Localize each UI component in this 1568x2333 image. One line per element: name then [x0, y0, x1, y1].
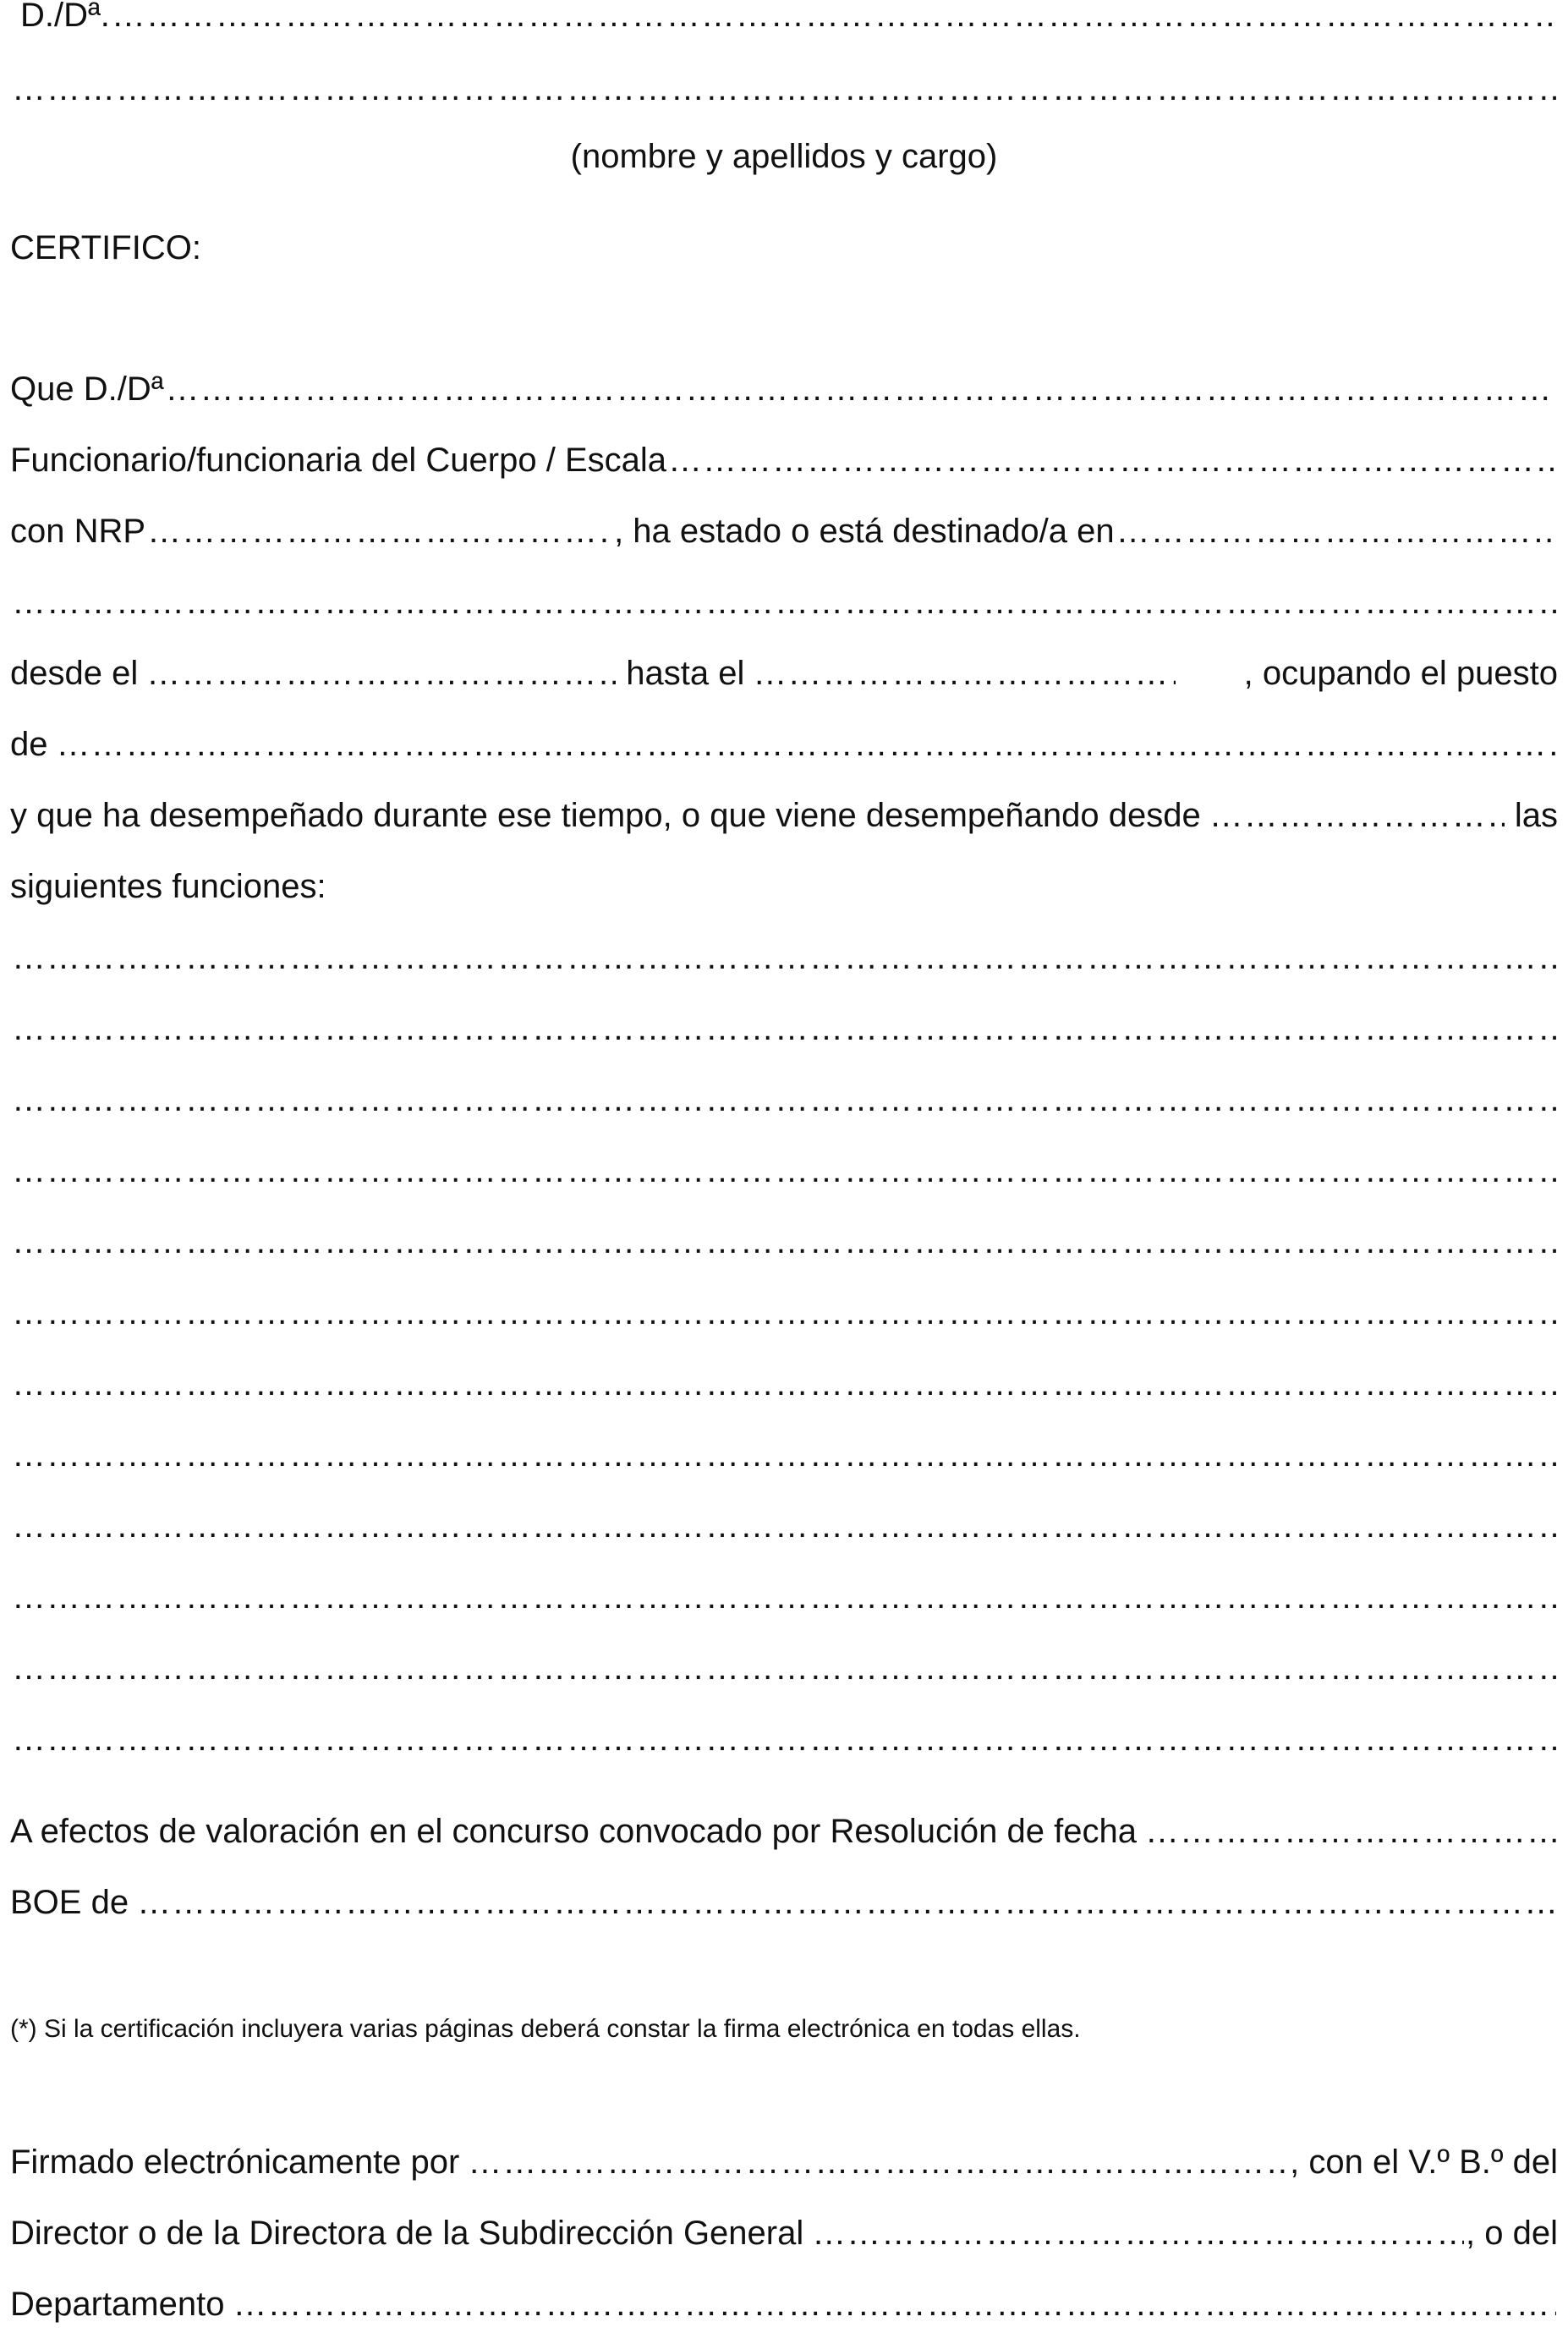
desde-label: desde el [10, 655, 139, 692]
funcion-line [10, 1216, 1558, 1267]
funcion-line [10, 1714, 1558, 1765]
las-label: las [1514, 797, 1558, 834]
funcion-field[interactable] [12, 932, 1556, 983]
desempenado-field[interactable] [1209, 790, 1505, 841]
fecha-field[interactable] [1145, 1806, 1556, 1857]
funcion-field[interactable] [12, 1216, 1556, 1267]
name-field[interactable] [112, 0, 1556, 41]
funcion-field[interactable] [12, 1003, 1556, 1054]
nrp-label: con NRP [10, 513, 146, 550]
destinado-continuation-field[interactable] [12, 577, 1556, 628]
cuerpo-line [10, 435, 1558, 486]
destinado-continuation-line [10, 577, 1558, 628]
funcion-line [10, 1003, 1558, 1054]
name-continuation-field[interactable] [12, 63, 1556, 114]
name-caption: (nombre y apellidos y cargo) [570, 138, 998, 175]
concurso-label: A efectos de valoración en el concurso convocado por Resolución de fecha [10, 1813, 1137, 1850]
funcion-field[interactable] [12, 1714, 1556, 1765]
funcion-field[interactable] [12, 1643, 1556, 1693]
funcion-field[interactable] [12, 1359, 1556, 1409]
hasta-label: hasta el [626, 655, 745, 692]
departamento-line [10, 2279, 1558, 2330]
name-continuation-line [10, 63, 1558, 114]
desde-field[interactable] [146, 648, 616, 699]
destinado-field[interactable] [1116, 506, 1556, 557]
funcion-line [10, 1643, 1558, 1693]
que-field[interactable] [166, 364, 1556, 414]
boe-label: BOE de [10, 1884, 129, 1921]
desempenado-line [10, 790, 1558, 841]
funcion-field[interactable] [12, 1074, 1556, 1125]
departamento-label: Departamento [10, 2286, 225, 2323]
funcion-line [10, 1074, 1558, 1125]
funciones-heading: siguientes funciones: [10, 868, 326, 905]
director-line [10, 2208, 1558, 2259]
subdireccion-field[interactable] [812, 2208, 1464, 2259]
de-label: de [10, 726, 48, 763]
que-label: Que D./Dª [10, 371, 164, 408]
nrp-line [10, 506, 1558, 557]
ocupando-label: , ocupando el puesto [1243, 655, 1558, 692]
departamento-field[interactable] [233, 2279, 1556, 2330]
funcion-line [10, 1359, 1558, 1409]
funcion-line [10, 932, 1558, 983]
cuerpo-label: Funcionario/funcionaria del Cuerpo / Escala [10, 442, 666, 479]
funcion-line [10, 1572, 1558, 1622]
firmado-label: Firmado electrónicamente por [10, 2144, 460, 2181]
firmado-field[interactable] [468, 2137, 1288, 2188]
cuerpo-field[interactable] [668, 435, 1556, 486]
funcion-line [10, 1287, 1558, 1338]
boe-line [10, 1877, 1558, 1928]
desempenado-label: y que ha desempeñado durante ese tiempo, o que viene desempeñando desde [10, 797, 1201, 834]
funcion-field[interactable] [12, 1287, 1556, 1338]
funcion-field[interactable] [12, 1430, 1556, 1480]
funcion-field[interactable] [12, 1572, 1556, 1622]
name-label: D./Dª. [20, 0, 110, 34]
footnote: (*) Si la certificación incluyera varias páginas deberá constar la firma electrónica en todas ellas. [10, 2015, 1081, 2043]
desde-line [10, 648, 1558, 699]
que-line [10, 364, 1558, 414]
funcion-field[interactable] [12, 1501, 1556, 1551]
hasta-field[interactable] [753, 648, 1176, 699]
funcion-line [10, 1145, 1558, 1196]
funcion-field[interactable] [12, 1145, 1556, 1196]
certifico-heading: CERTIFICO: [10, 229, 201, 266]
concurso-line [10, 1806, 1558, 1857]
odel-label: , o del [1466, 2215, 1558, 2252]
puesto-line [10, 719, 1558, 770]
director-label: Director o de la Directora de la Subdirección General [10, 2215, 804, 2252]
funcion-line [10, 1430, 1558, 1480]
funcion-line [10, 1501, 1558, 1551]
puesto-field[interactable] [57, 719, 1557, 770]
destinado-label: , ha estado o está destinado/a en [614, 513, 1115, 550]
vobo-label: , con el V.º B.º del [1290, 2144, 1558, 2181]
nrp-field[interactable] [147, 506, 612, 557]
name-line [20, 0, 1558, 41]
firmado-line [10, 2137, 1558, 2188]
boe-field[interactable] [137, 1877, 1556, 1928]
